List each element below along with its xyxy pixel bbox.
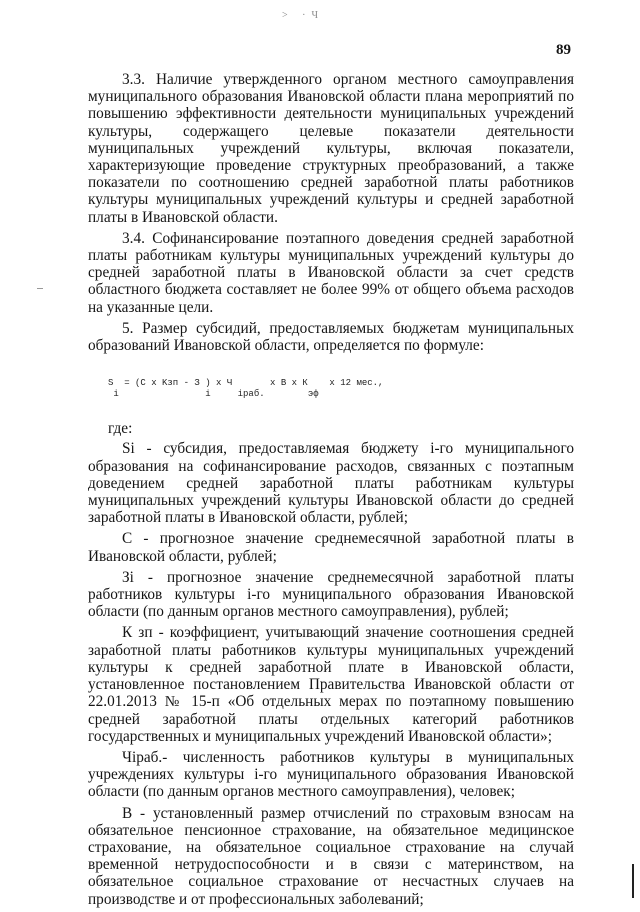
scan-artifact-dash: [37, 288, 43, 289]
definition-si: Si - субсидия, предоставляемая бюджету i-го муниципального образования на софинансирование расходов, связанных с поэтапным доведением средней заработной платы работникам культуры муниципальных учреждений культуры Ивановской области до средней заработной платы в Ивановской области, рублей;: [88, 440, 574, 527]
definition-chi: Чiраб.- численность работников культуры в муниципальных учреждениях культуры i-го муниципального образования Ивановской области (по данным органов местного самоуправления), человек;: [88, 748, 574, 801]
paragraph-3-4: 3.4. Софинансирование поэтапного доведения средней заработной платы работникам культуры муниципальных учреждений культуры до средней заработной платы в Ивановской области за счет средств областного бюджета составляет не более 99% от общего объема расходов на указанные цели.: [88, 229, 574, 316]
document-body: [88, 71, 574, 912]
paragraph-5: 5. Размер субсидий, предоставляемых бюджетам муниципальных образований Ивановской области, определяется по формуле:: [88, 319, 574, 355]
formula-line-2: i i iраб. эф: [108, 389, 319, 400]
page-number: 89: [556, 42, 571, 58]
definition-zi: Зi - прогнозное значение среднемесячной заработной платы работников культуры i-го муниципального образования Ивановской области (по данным органов местного самоуправления), рублей;: [88, 568, 574, 621]
formula-line-1: S = (C x Kзп - З ) x Ч x В x К x 12 мес.,: [108, 378, 384, 389]
definition-v: В - установленный размер отчислений по страховым взносам на обязательное пенсионное страхование, на обязательное медицинское страхование, на обязательное социальное страхование на случай временной нетрудоспособности и в связи с материнством, на обязательное социальное страхование от несчастных случаев на производстве и от профессиональных заболеваний;: [88, 804, 574, 908]
scan-artifact-marks: > ·Ч: [282, 10, 324, 21]
where-label: где:: [108, 420, 133, 438]
definition-kzp: К зп - коэффициент, учитывающий значение соотношения средней заработной платы работников культуры муниципальных учреждений культуры к средней заработной плате в Ивановской области, установленное постановлением Правительства Ивановской области от 22.01.2013 № 15-п «Об отдельных мерах по поэтапному повышению средней заработной платы отдельных категорий работников государственных и муниципальных учреждений Ивановской области»;: [88, 624, 574, 745]
scan-edge-mark: [632, 864, 634, 898]
subsidy-formula: [108, 378, 574, 400]
paragraph-3-3: 3.3. Наличие утвержденного органом местного самоуправления муниципального образования Ивановской области плана мероприятий по повышению эффективности деятельности муниципальных учреждений культуры, содержащего целевые показатели деятельности муниципальных учреждений культуры, включая показатели, характеризующие проведение структурных преобразований, а также показатели по соотношению средней заработной платы работников культуры муниципальных учреждений культуры и средней заработной платы в Ивановской области.: [88, 71, 574, 226]
definition-c: С - прогнозное значение среднемесячной заработной платы в Ивановской области, рублей;: [88, 530, 574, 565]
